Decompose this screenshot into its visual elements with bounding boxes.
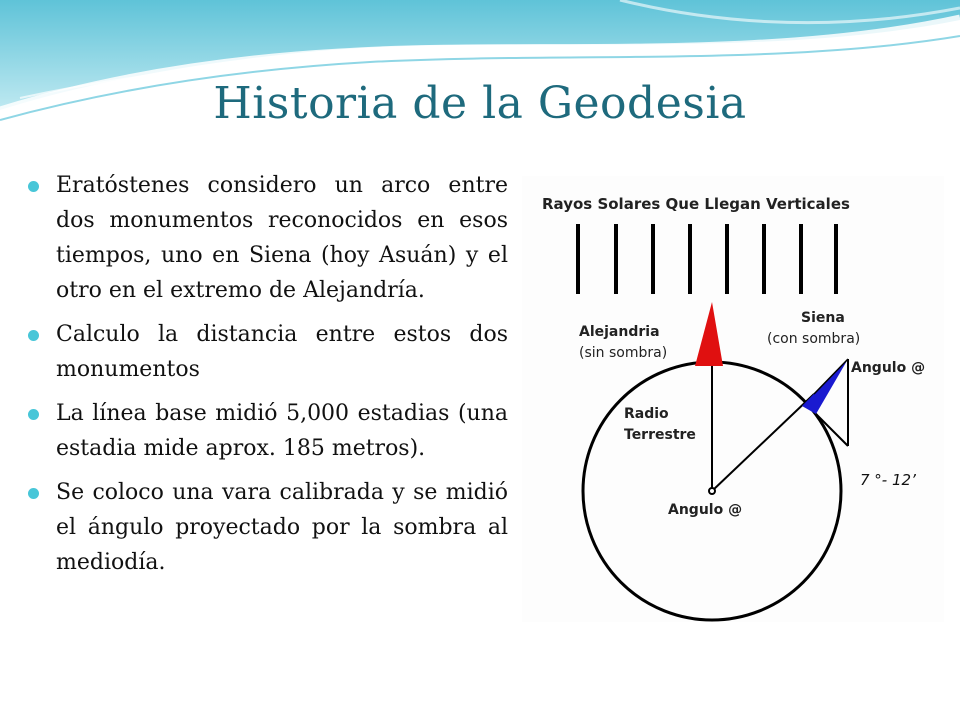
bullet-dot <box>28 409 39 420</box>
slide-title: Historia de la Geodesia <box>213 78 747 129</box>
angle-value-label: 7 °- 12’ <box>860 471 916 489</box>
bullet-text: Eratóstenes considero un arco entre dos monumentos reconocidos en esos tiempos, uno en Siena (hoy Asuán) y el otro en el extremo de Alejandría. <box>56 173 508 303</box>
bullet-dot <box>28 330 39 341</box>
alejandria-label: Alejandria <box>579 324 660 340</box>
bullet-text: Calculo la distancia entre estos dos monumentos <box>56 322 508 382</box>
bullet-item <box>26 396 508 466</box>
siena-label: Siena <box>801 310 845 326</box>
rays-label: Rayos Solares Que Llegan Verticales <box>542 195 850 213</box>
bullet-item <box>26 168 508 308</box>
angle-center-label: Angulo @ <box>668 502 743 518</box>
bullet-dot <box>28 488 39 499</box>
siena-obelisk <box>802 359 848 414</box>
angle-top-label: Angulo @ <box>851 360 926 376</box>
terrestre-label: Terrestre <box>624 427 696 443</box>
bullet-text: Se coloco una vara calibrada y se midió el ángulo proyectado por la sombra al mediodía. <box>56 480 508 575</box>
eratosthenes-diagram <box>522 176 944 622</box>
bullet-item <box>26 475 508 580</box>
siena-sublabel: (con sombra) <box>767 331 861 347</box>
alejandria-sublabel: (sin sombra) <box>579 345 668 361</box>
sun-rays <box>578 224 836 294</box>
alejandria-obelisk <box>695 302 723 366</box>
bullet-list <box>26 168 508 589</box>
radio-label: Radio <box>624 406 669 422</box>
earth-center-dot <box>709 488 715 494</box>
bullet-item <box>26 317 508 387</box>
diagram-canvas <box>522 176 944 622</box>
bullet-dot <box>28 181 39 192</box>
siena-radius-line <box>712 394 814 491</box>
bullet-text: La línea base midió 5,000 estadias (una estadia mide aprox. 185 metros). <box>56 401 508 461</box>
obelisk-edge <box>814 359 848 394</box>
